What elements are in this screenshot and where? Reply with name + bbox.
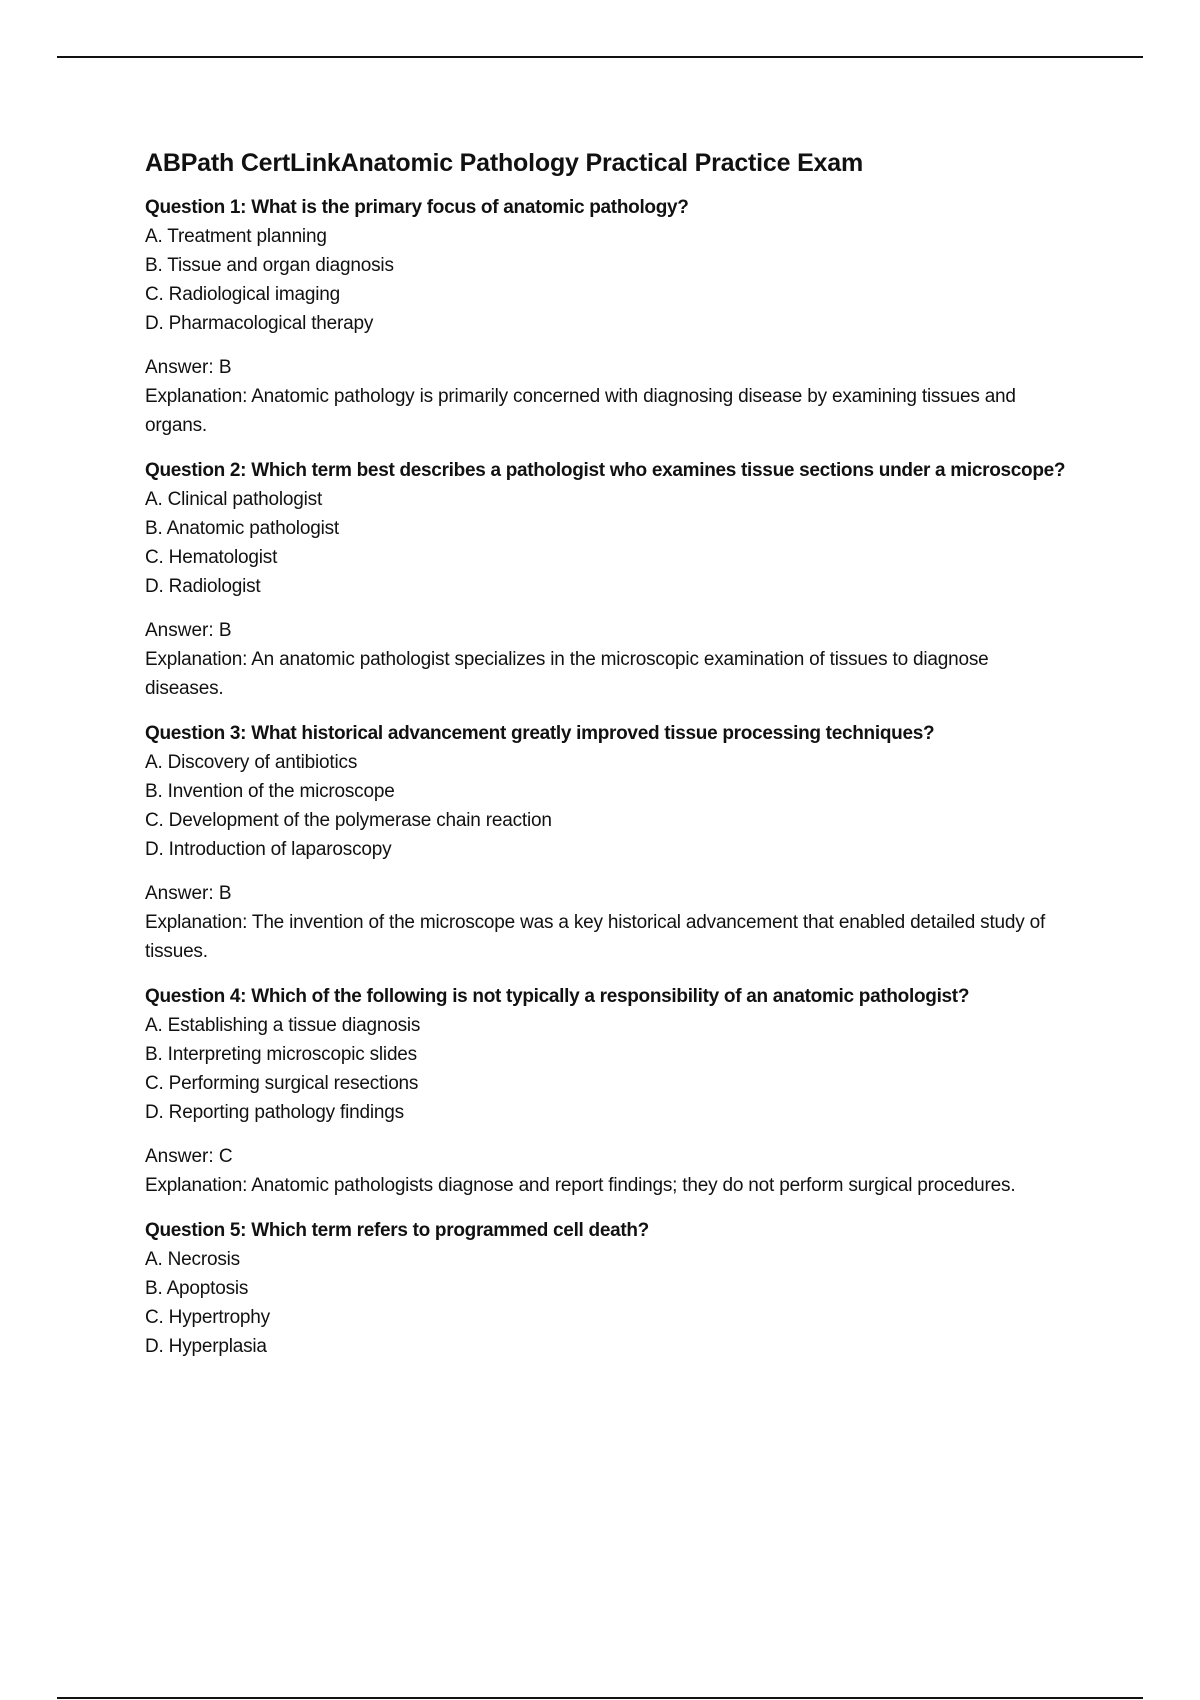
answer-line: Answer: B xyxy=(145,357,232,378)
question-3 xyxy=(145,719,1070,966)
option-c: C. Hypertrophy xyxy=(145,1307,270,1328)
option-b: B. Apoptosis xyxy=(145,1278,249,1299)
option-a: A. Clinical pathologist xyxy=(145,489,323,510)
question-text: Question 5: Which term refers to programmed cell death? xyxy=(145,1220,649,1241)
explanation-text: Explanation: The invention of the microscope was a key historical advancement that enabled detailed study of tissues. xyxy=(145,912,1046,962)
option-a: A. Discovery of antibiotics xyxy=(145,752,358,773)
page-title: ABPath CertLinkAnatomic Pathology Practical Practice Exam xyxy=(145,149,863,177)
answer-line: Answer: B xyxy=(145,620,232,641)
question-text: Question 1: What is the primary focus of anatomic pathology? xyxy=(145,197,689,218)
option-d: D. Reporting pathology findings xyxy=(145,1102,404,1123)
answer-line: Answer: B xyxy=(145,883,232,904)
explanation-text: Explanation: Anatomic pathologists diagnose and report findings; they do not perform surgical procedures. xyxy=(145,1175,1016,1196)
top-rule xyxy=(57,56,1143,58)
question-4 xyxy=(145,982,1070,1200)
option-d: D. Hyperplasia xyxy=(145,1336,267,1357)
option-a: A. Establishing a tissue diagnosis xyxy=(145,1015,421,1036)
option-b: B. Invention of the microscope xyxy=(145,781,395,802)
option-b: B. Anatomic pathologist xyxy=(145,518,339,539)
option-b: B. Interpreting microscopic slides xyxy=(145,1044,417,1065)
option-a: A. Treatment planning xyxy=(145,226,327,247)
question-text: Question 3: What historical advancement greatly improved tissue processing techniques? xyxy=(145,723,935,744)
explanation-text: Explanation: Anatomic pathology is primarily concerned with diagnosing disease by examining tissues and organs. xyxy=(145,386,1016,436)
option-b: B. Tissue and organ diagnosis xyxy=(145,255,394,276)
explanation-text: Explanation: An anatomic pathologist specializes in the microscopic examination of tissues to diagnose diseases. xyxy=(145,649,989,699)
option-c: C. Radiological imaging xyxy=(145,284,341,305)
answer-line: Answer: C xyxy=(145,1146,233,1167)
option-d: D. Introduction of laparoscopy xyxy=(145,839,392,860)
bottom-rule xyxy=(57,1697,1143,1699)
question-text: Question 4: Which of the following is not typically a responsibility of an anatomic pathologist? xyxy=(145,986,970,1007)
question-5 xyxy=(145,1216,1070,1361)
document-body xyxy=(145,146,1070,1377)
option-a: A. Necrosis xyxy=(145,1249,240,1270)
option-d: D. Pharmacological therapy xyxy=(145,313,374,334)
option-c: C. Performing surgical resections xyxy=(145,1073,419,1094)
question-text: Question 2: Which term best describes a pathologist who examines tissue sections under a microscope? xyxy=(145,460,1066,481)
option-d: D. Radiologist xyxy=(145,576,261,597)
option-c: C. Hematologist xyxy=(145,547,278,568)
option-c: C. Development of the polymerase chain reaction xyxy=(145,810,552,831)
question-2 xyxy=(145,456,1070,703)
question-1 xyxy=(145,193,1070,440)
